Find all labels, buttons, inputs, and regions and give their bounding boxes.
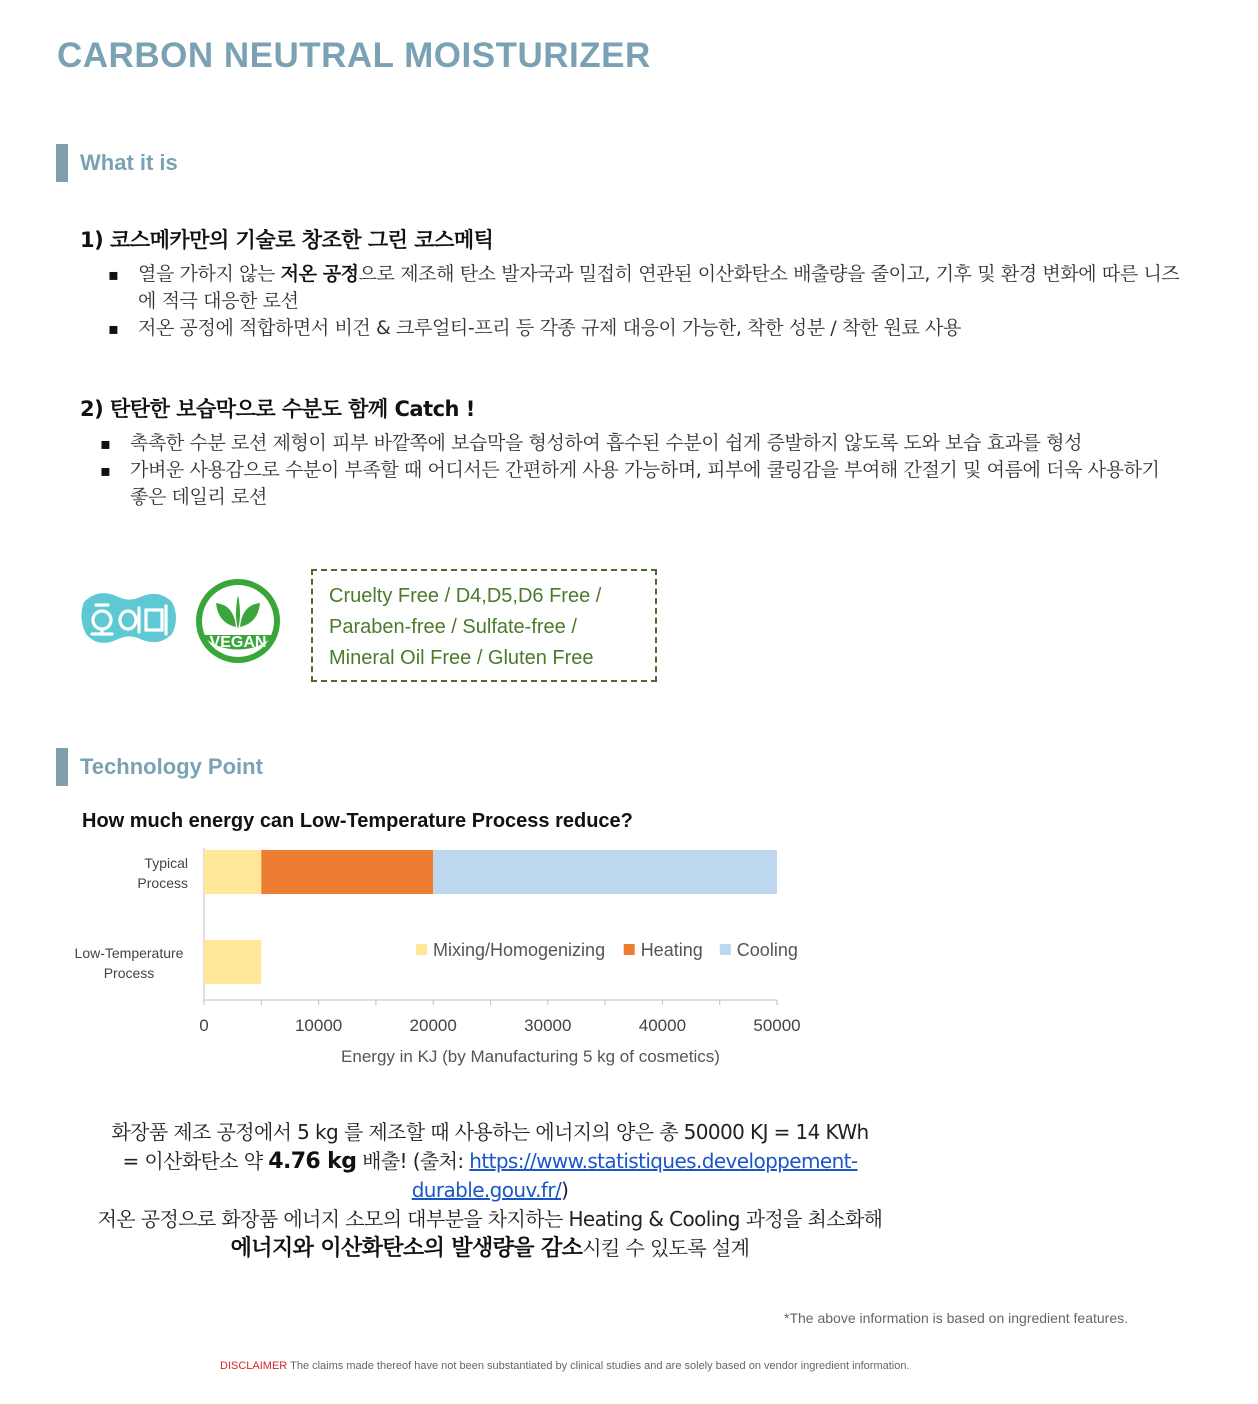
bar-segment-heating (261, 850, 433, 894)
legend-swatch (720, 944, 731, 955)
x-tick-label: 50000 (753, 1016, 801, 1035)
summary-line: 에너지와 이산화탄소의 발생량을 감소시킬 수 있도록 설계 (230, 1236, 750, 1261)
list-item: ▪ 가벼운 사용감으로 수분이 부족할 때 어디서든 간편하게 사용 가능하며, 피부에 쿨링감을 부여해 간절기 및 여름에 더욱 사용하기 좋은 데일리 로션 (100, 457, 1180, 511)
section-what-it-is (56, 144, 178, 182)
list-item: ▪ 열을 가하지 않는 저온 공정으로 제조해 탄소 발자국과 밀접히 연관된 이산화탄소 배출량을 줄이고, 기후 및 환경 변화에 따른 니즈에 적극 대응한 로션 (108, 261, 1188, 315)
bar-segment-mixing-homogenizing (204, 940, 261, 984)
point2-bullets (100, 430, 1180, 511)
x-tick-label: 30000 (524, 1016, 572, 1035)
claim-line: Cruelty Free / D4,D5,D6 Free / (329, 585, 602, 607)
section-bar (56, 748, 68, 786)
x-tick-label: 0 (199, 1016, 209, 1035)
section-bar (56, 144, 68, 182)
claim-line: Paraben-free / Sulfate-free / (329, 616, 577, 638)
list-item: ▪ 촉촉한 수분 로션 제형이 피부 바깥쪽에 보습막을 형성하여 흡수된 수분이 쉽게 증발하지 않도록 도와 보습 효과를 형성 (100, 430, 1180, 457)
x-tick-label: 40000 (638, 1016, 687, 1035)
free-from-claims-box (311, 569, 657, 682)
legend-label: Mixing/Homogenizing (433, 940, 606, 960)
x-axis-label: Energy in KJ (by Manufacturing 5 kg of cosmetics) (341, 1047, 720, 1066)
point1-bullets (108, 261, 1188, 342)
list-item: ▪ 저온 공정에 적합하면서 비건 & 크루얼티-프리 등 각종 규제 대응이 가능한, 착한 성분 / 착한 원료 사용 (108, 315, 1188, 342)
section-technology-point (56, 748, 263, 786)
bar-segment-cooling (433, 850, 777, 894)
summary-line: 화장품 제조 공정에서 5 kg 를 제조할 때 사용하는 에너지의 양은 총 50000 KJ = 14 KWh (111, 1120, 869, 1144)
disclaimer-text: The claims made thereof have not been substantiated by clinical studies and are solely based on vendor ingredient information. (287, 1360, 910, 1372)
bar-segment-mixing-homogenizing (204, 850, 261, 894)
point2-title: 2) 탄탄한 보습막으로 수분도 함께 Catch ! (80, 397, 475, 421)
chart-title: How much energy can Low-Temperature Process reduce? (82, 810, 633, 832)
category-label: Low-Temperature Process (74, 945, 184, 981)
disclaimer-label: DISCLAIMER (220, 1360, 288, 1372)
point1-title: 1) 코스메카만의 기술로 창조한 그린 코스메틱 (80, 228, 494, 252)
x-tick-label: 20000 (409, 1016, 457, 1035)
x-tick-label: 10000 (294, 1016, 343, 1035)
vegan-logo-icon (194, 577, 282, 665)
legend-label: Heating (640, 940, 703, 960)
source-link[interactable]: https://www.statistiques.developpement-durable.gouv.fr/ (411, 1149, 858, 1202)
qion-logo-icon (76, 588, 180, 648)
claim-line: Mineral Oil Free / Gluten Free (329, 647, 594, 669)
section-label: What it is (80, 150, 178, 175)
vegan-label: VEGAN (209, 634, 267, 651)
section-label: Technology Point (80, 754, 263, 779)
energy-chart (40, 840, 840, 1080)
category-label: Typical Process (137, 855, 188, 891)
page-title: CARBON NEUTRAL MOISTURIZER (57, 36, 651, 75)
footnote: *The above information is based on ingredient features. (784, 1310, 1128, 1326)
legend-swatch (624, 944, 635, 955)
disclaimer (220, 1360, 910, 1372)
summary-line: 저온 공정으로 화장품 에너지 소모의 대부분을 차지하는 Heating & Cooling 과정을 최소화해 (97, 1207, 883, 1231)
legend-label: Cooling (736, 940, 798, 960)
legend-swatch (416, 944, 427, 955)
summary-line: = 이산화탄소 약 4.76 kg 배출! (출처: https://www.statistiques.developpement-durable.gouv.fr/) (122, 1149, 858, 1202)
summary-text (60, 1118, 920, 1263)
